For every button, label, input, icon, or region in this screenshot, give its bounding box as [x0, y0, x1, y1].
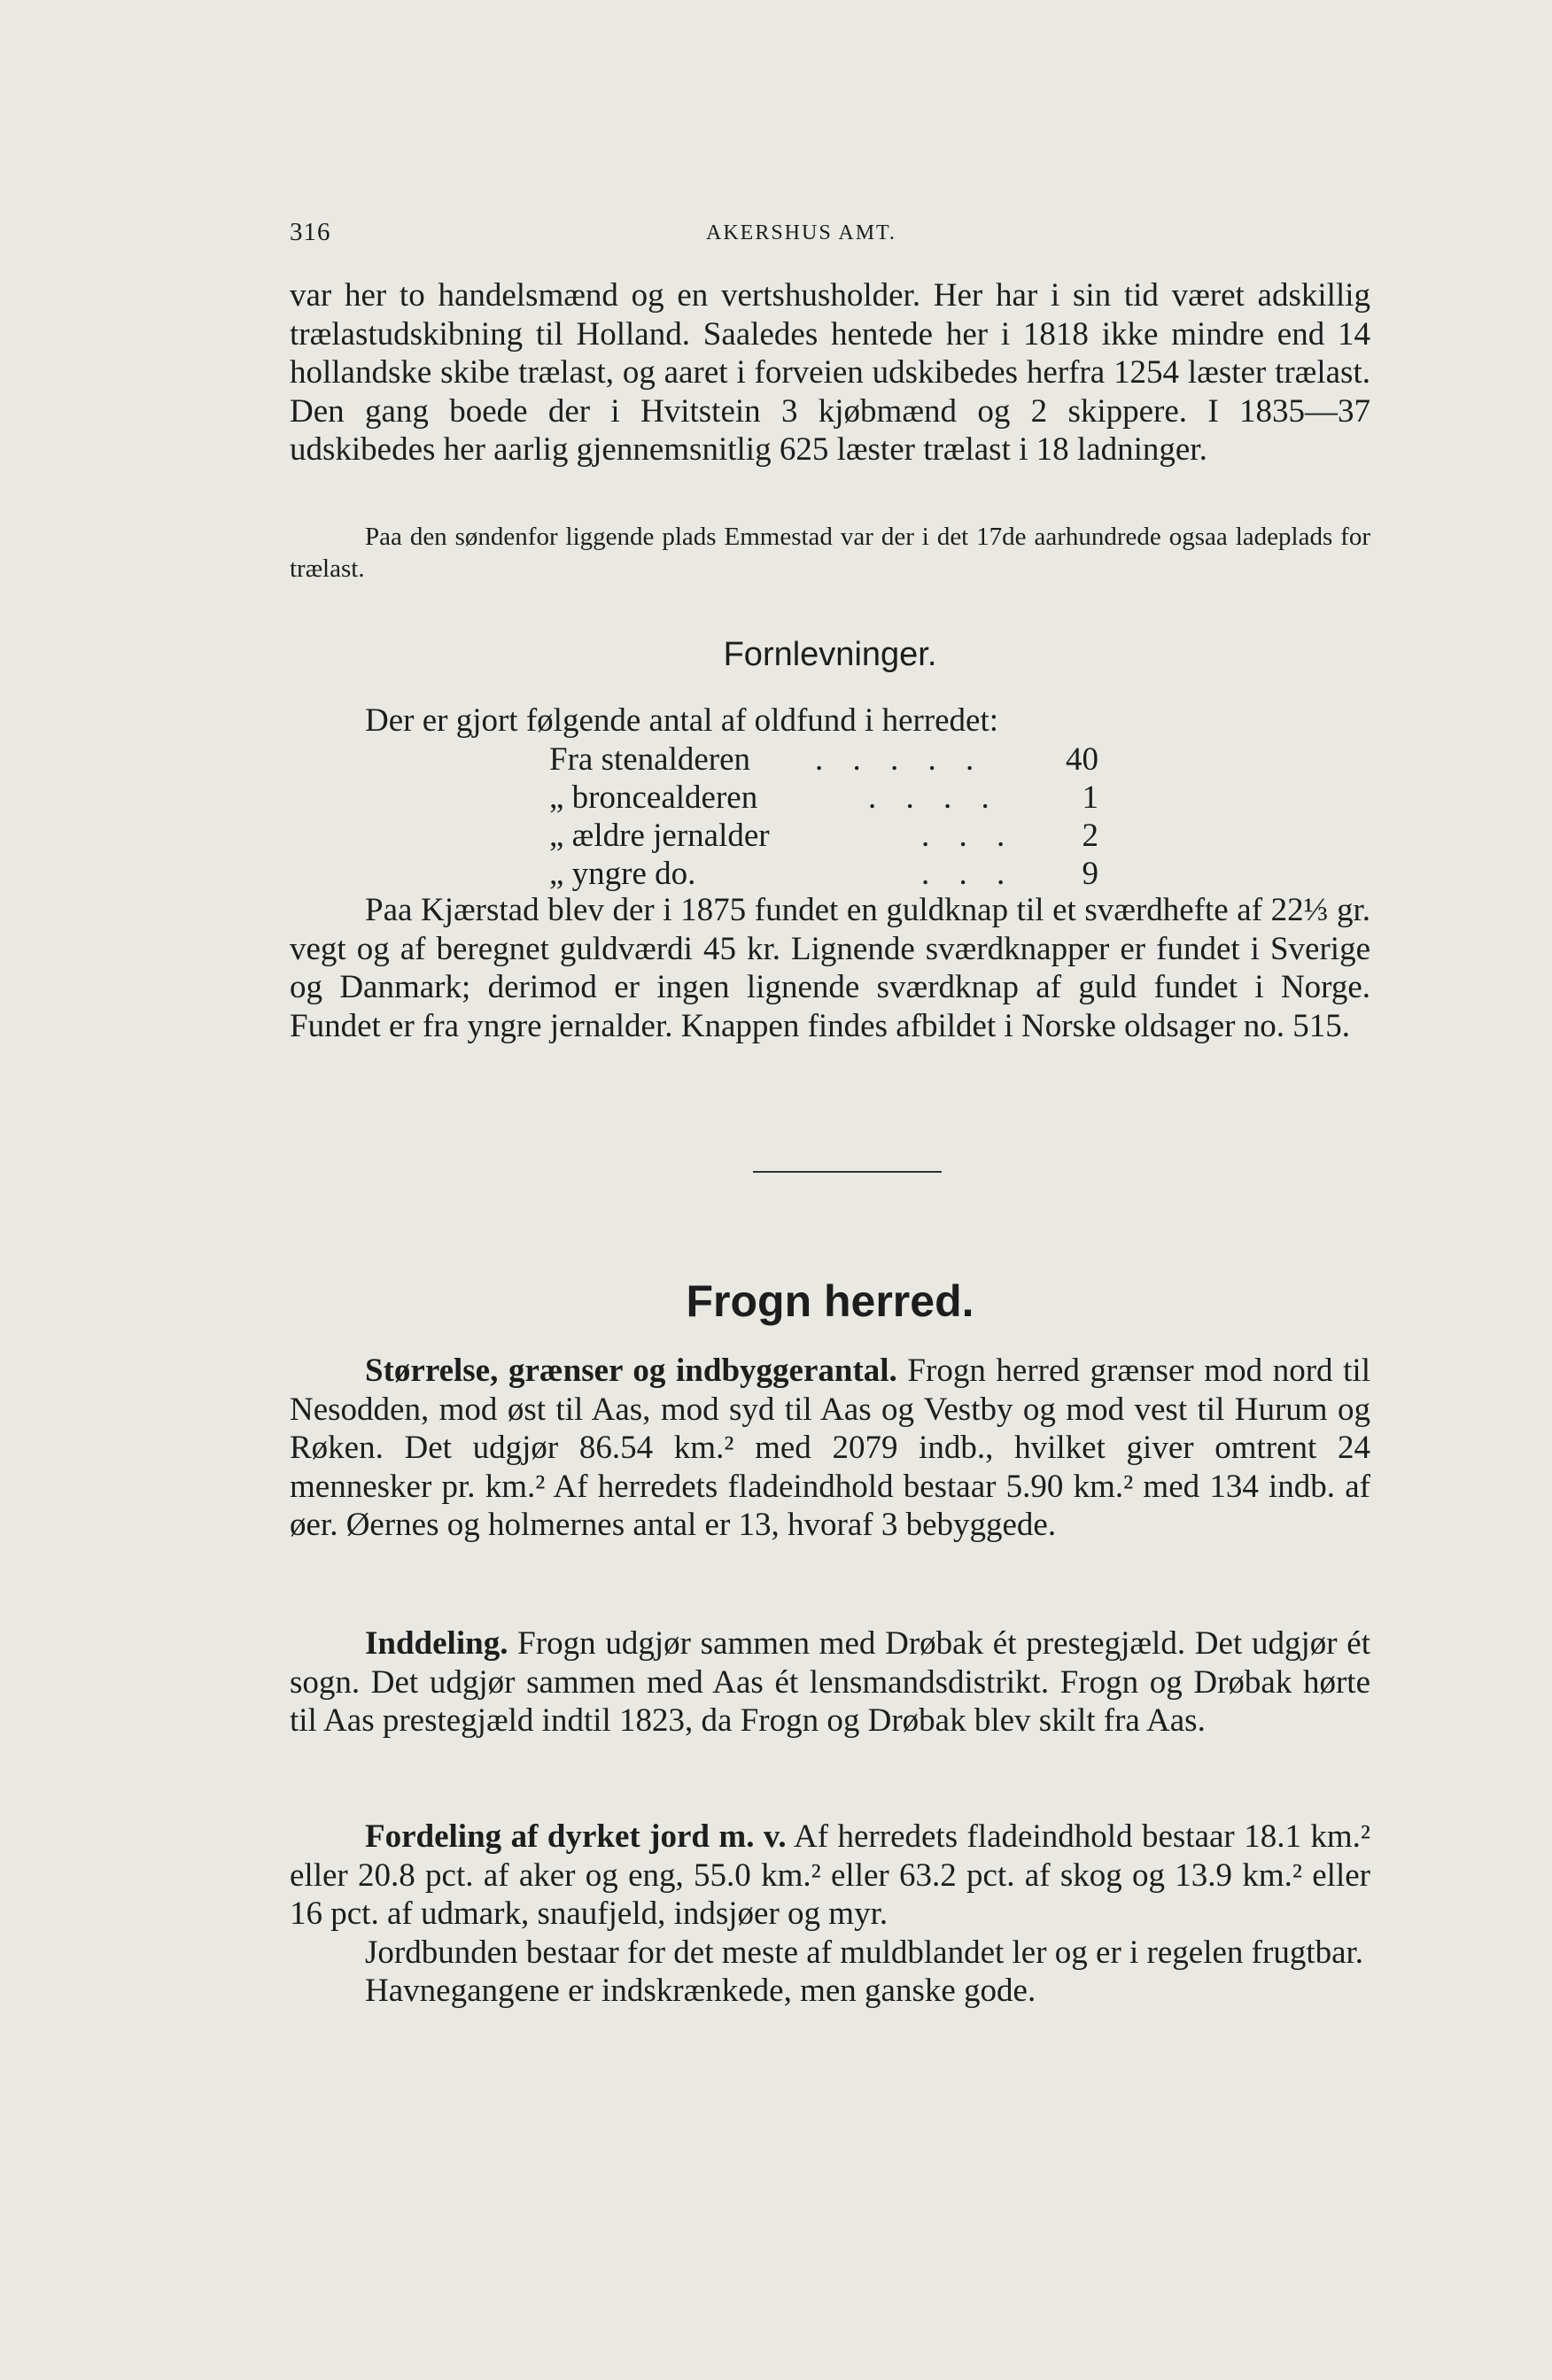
section-inddeling: [290, 1624, 1370, 1740]
section-divider: [753, 1171, 942, 1173]
row-label: „ broncealderen: [549, 779, 758, 816]
section-body: Frogn herred grænser mod nord til Nesodden, mod øst til Aas, mod syd til Aas og Vestby og mod vest til Hurum og Røken. Det udgjør 86.54 km.² med 2079 indb., hvilket giver omtrent 24 mennesker pr. km.² Af herredets fladeindhold bestaar 5.90 km.² med 134 indb. af øer. Øernes og holmernes antal er 13, hvoraf 3 bebyggede.: [290, 1353, 1370, 1543]
running-header: [290, 218, 1370, 253]
paragraph-emmestad: [290, 521, 1370, 585]
section-body: Af herredets fladeindhold bestaar 18.1 km.² eller 20.8 pct. af aker og eng, 55.0 km.² eller 63.2 pct. af skog og 13.9 km.² eller 16 pct. af udmark, snaufjeld, indsjøer og myr.: [290, 1818, 1371, 1932]
small-note-text: Paa den søndenfor liggende plads Emmestad var der i det 17de aarhundrede ogsaa ladeplads for trælast.: [290, 523, 1370, 583]
paragraph-text: [290, 1818, 1370, 1934]
row-label: „ yngre do.: [549, 856, 696, 892]
section-storrelse: [290, 1352, 1370, 1545]
leader-dots: . . .: [921, 856, 1016, 892]
paragraph-havnegangene: Havnegangene er indskrænkede, men ganske gode.: [365, 1973, 1036, 2009]
paragraph-text: [290, 1352, 1370, 1545]
page-number: 316: [290, 218, 331, 246]
paragraph-hvitstein: [290, 276, 1370, 469]
row-label: Fra stenalderen: [549, 741, 751, 778]
oldfund-table: [549, 740, 1098, 893]
leader-dots: . . . .: [868, 779, 1000, 816]
paragraph-text: Paa Kjærstad blev der i 1875 fundet en guldknap til et sværdhefte af 22⅓ gr. vegt og af beregnet guldværdi 45 kr. Lignende sværdknapper er fundet i Sverige og Danmark; derimod er ingen lignende sværdknap af guld fundet i Norge. Fundet er fra yngre jernalder. Knappen findes afbildet i Norske oldsager no. 515.: [290, 892, 1370, 1044]
paragraph-text: [290, 1624, 1370, 1740]
section-lead: Inddeling.: [365, 1625, 508, 1662]
intro-text: Der er gjort følgende antal af oldfund i herredet:: [365, 702, 999, 739]
paragraph-jordbunden: Jordbunden bestaar for det meste af muldblandet ler og er i regelen frugtbar.: [365, 1934, 1364, 1971]
row-label: „ ældre jernalder: [549, 818, 770, 854]
leader-dots: . . . . .: [815, 741, 985, 778]
row-value: 40: [1066, 741, 1098, 778]
row-value: 1: [1082, 779, 1098, 816]
heading-fornlevninger: Fornlevninger.: [723, 636, 937, 673]
section-lead: Størrelse, grænser og indbyggerantal.: [365, 1353, 897, 1389]
section-lead: Fordeling af dyrket jord m. v.: [365, 1818, 787, 1855]
table-row: [549, 855, 1098, 893]
section-body: Frogn udgjør sammen med Drøbak ét prestegjæld. Det udgjør ét sogn. Det udgjør sammen med Aas ét lensmandsdistrikt. Frogn og Drøbak hørte til Aas prestegjæld indtil 1823, da Frogn og Drøbak blev skilt fra Aas.: [290, 1625, 1370, 1739]
fornlevninger-intro: [290, 702, 1370, 740]
row-value: 2: [1082, 818, 1098, 854]
section-fordeling: [290, 1818, 1370, 2011]
running-title: AKERSHUS AMT.: [706, 221, 896, 244]
leader-dots: . . .: [921, 818, 1016, 854]
paragraph-text: var her to handelsmænd og en vertshusholder. Her har i sin tid været adskillig trælastudskibning til Holland. Saaledes hentede her i 1818 ikke mindre end 14 hollandske skibe trælast, og aaret i forveien udskibedes herfra 1254 læster trælast. Den gang boede der i Hvitstein 3 kjøbmænd og 2 skippere. I 1835—37 udskibedes her aarlig gjennemsnitlig 625 læster trælast i 18 ladninger.: [290, 277, 1370, 468]
table-row: [549, 779, 1098, 817]
table-row: [549, 817, 1098, 855]
table-row: [549, 740, 1098, 779]
row-value: 9: [1082, 856, 1098, 892]
heading-frogn-herred: Frogn herred.: [686, 1276, 974, 1326]
paragraph-kjaerstad: [290, 891, 1370, 1045]
